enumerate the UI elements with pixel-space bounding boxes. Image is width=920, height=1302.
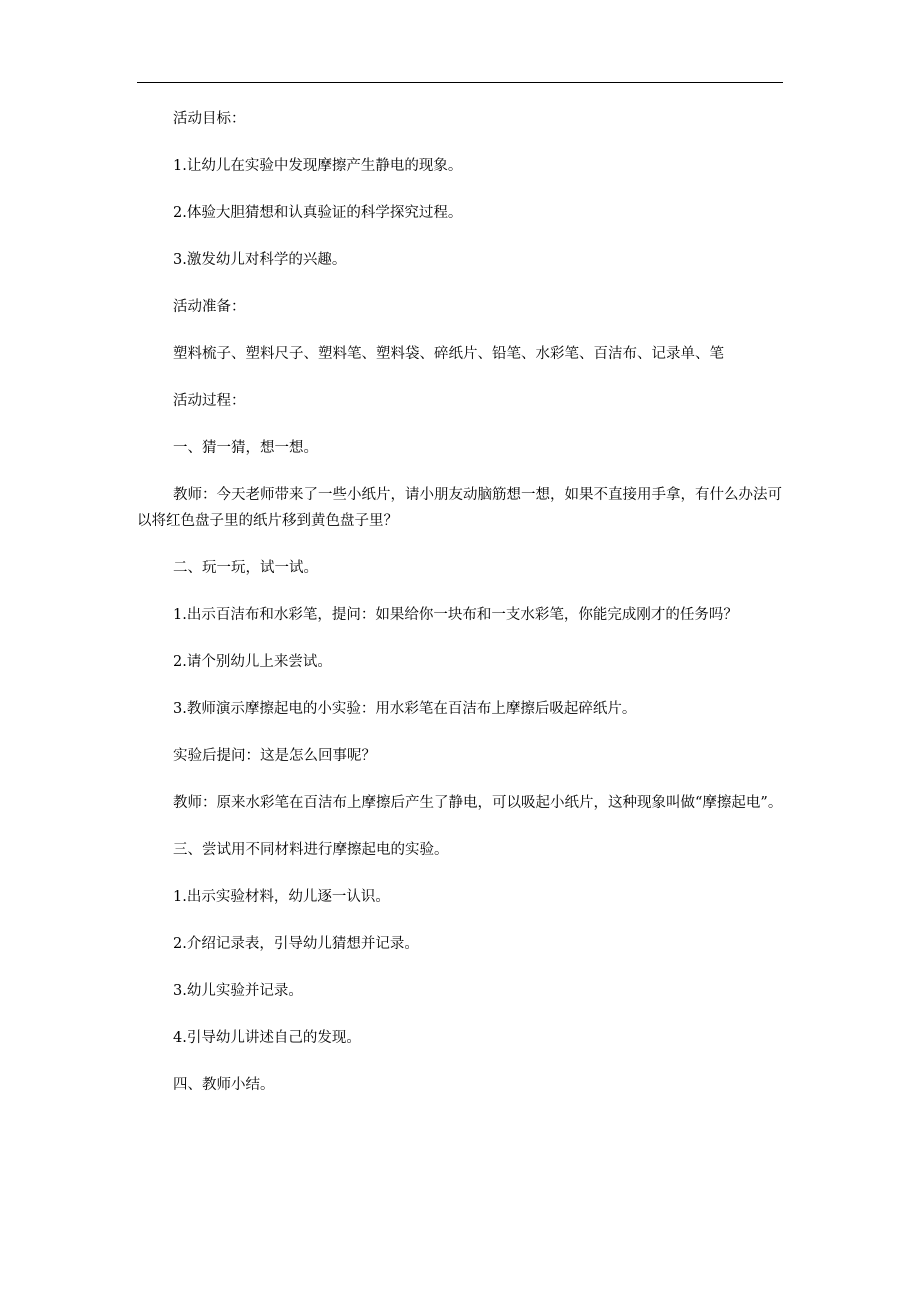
question-text: 实验后提问：这是怎么回事呢？ <box>173 748 376 764</box>
step-item: 2.介绍记录表，引导幼儿猜想并记录。 <box>173 936 419 952</box>
step-item: 2.请个别幼儿上来尝试。 <box>173 654 332 670</box>
step-heading: 一、猜一猜，想一想。 <box>173 440 318 456</box>
step-item: 3.教师演示摩擦起电的小实验：用水彩笔在百洁布上摩擦后吸起碎纸片。 <box>173 701 637 717</box>
header-rule <box>137 82 783 83</box>
step-item: 4.引导幼儿讲述自己的发现。 <box>173 1030 361 1046</box>
step-heading: 二、玩一玩，试一试。 <box>173 560 318 576</box>
teacher-explanation: 教师：原来水彩笔在百洁布上摩擦后产生了静电，可以吸起小纸片，这种现象叫做“摩擦起电”。 <box>173 795 783 811</box>
teacher-dialogue: 教师：今天老师带来了一些小纸片，请小朋友动脑筋想一想，如果不直接用手拿，有什么办法可以将红色盘子里的纸片移到黄色盘子里？ <box>137 487 782 529</box>
step-item: 3.幼儿实验并记录。 <box>173 983 303 999</box>
materials-list: 塑料梳子、塑料尺子、塑料笔、塑料袋、碎纸片、铅笔、水彩笔、百洁布、记录单、笔 <box>173 346 724 362</box>
step-item: 1.出示实验材料，幼儿逐一认识。 <box>173 889 390 905</box>
step-heading: 四、教师小结。 <box>173 1077 275 1093</box>
goal-item: 2.体验大胆猜想和认真验证的科学探究过程。 <box>173 205 463 221</box>
goal-item: 1.让幼儿在实验中发现摩擦产生静电的现象。 <box>173 158 463 174</box>
document-body <box>137 106 783 1098</box>
section-heading-preparation: 活动准备： <box>173 299 246 315</box>
goal-item: 3.激发幼儿对科学的兴趣。 <box>173 252 347 268</box>
section-heading-process: 活动过程： <box>173 393 246 409</box>
step-item: 1.出示百洁布和水彩笔，提问：如果给你一块布和一支水彩笔，你能完成刚才的任务吗？ <box>173 607 738 623</box>
section-heading-goals: 活动目标： <box>173 111 246 127</box>
step-heading: 三、尝试用不同材料进行摩擦起电的实验。 <box>173 842 449 858</box>
